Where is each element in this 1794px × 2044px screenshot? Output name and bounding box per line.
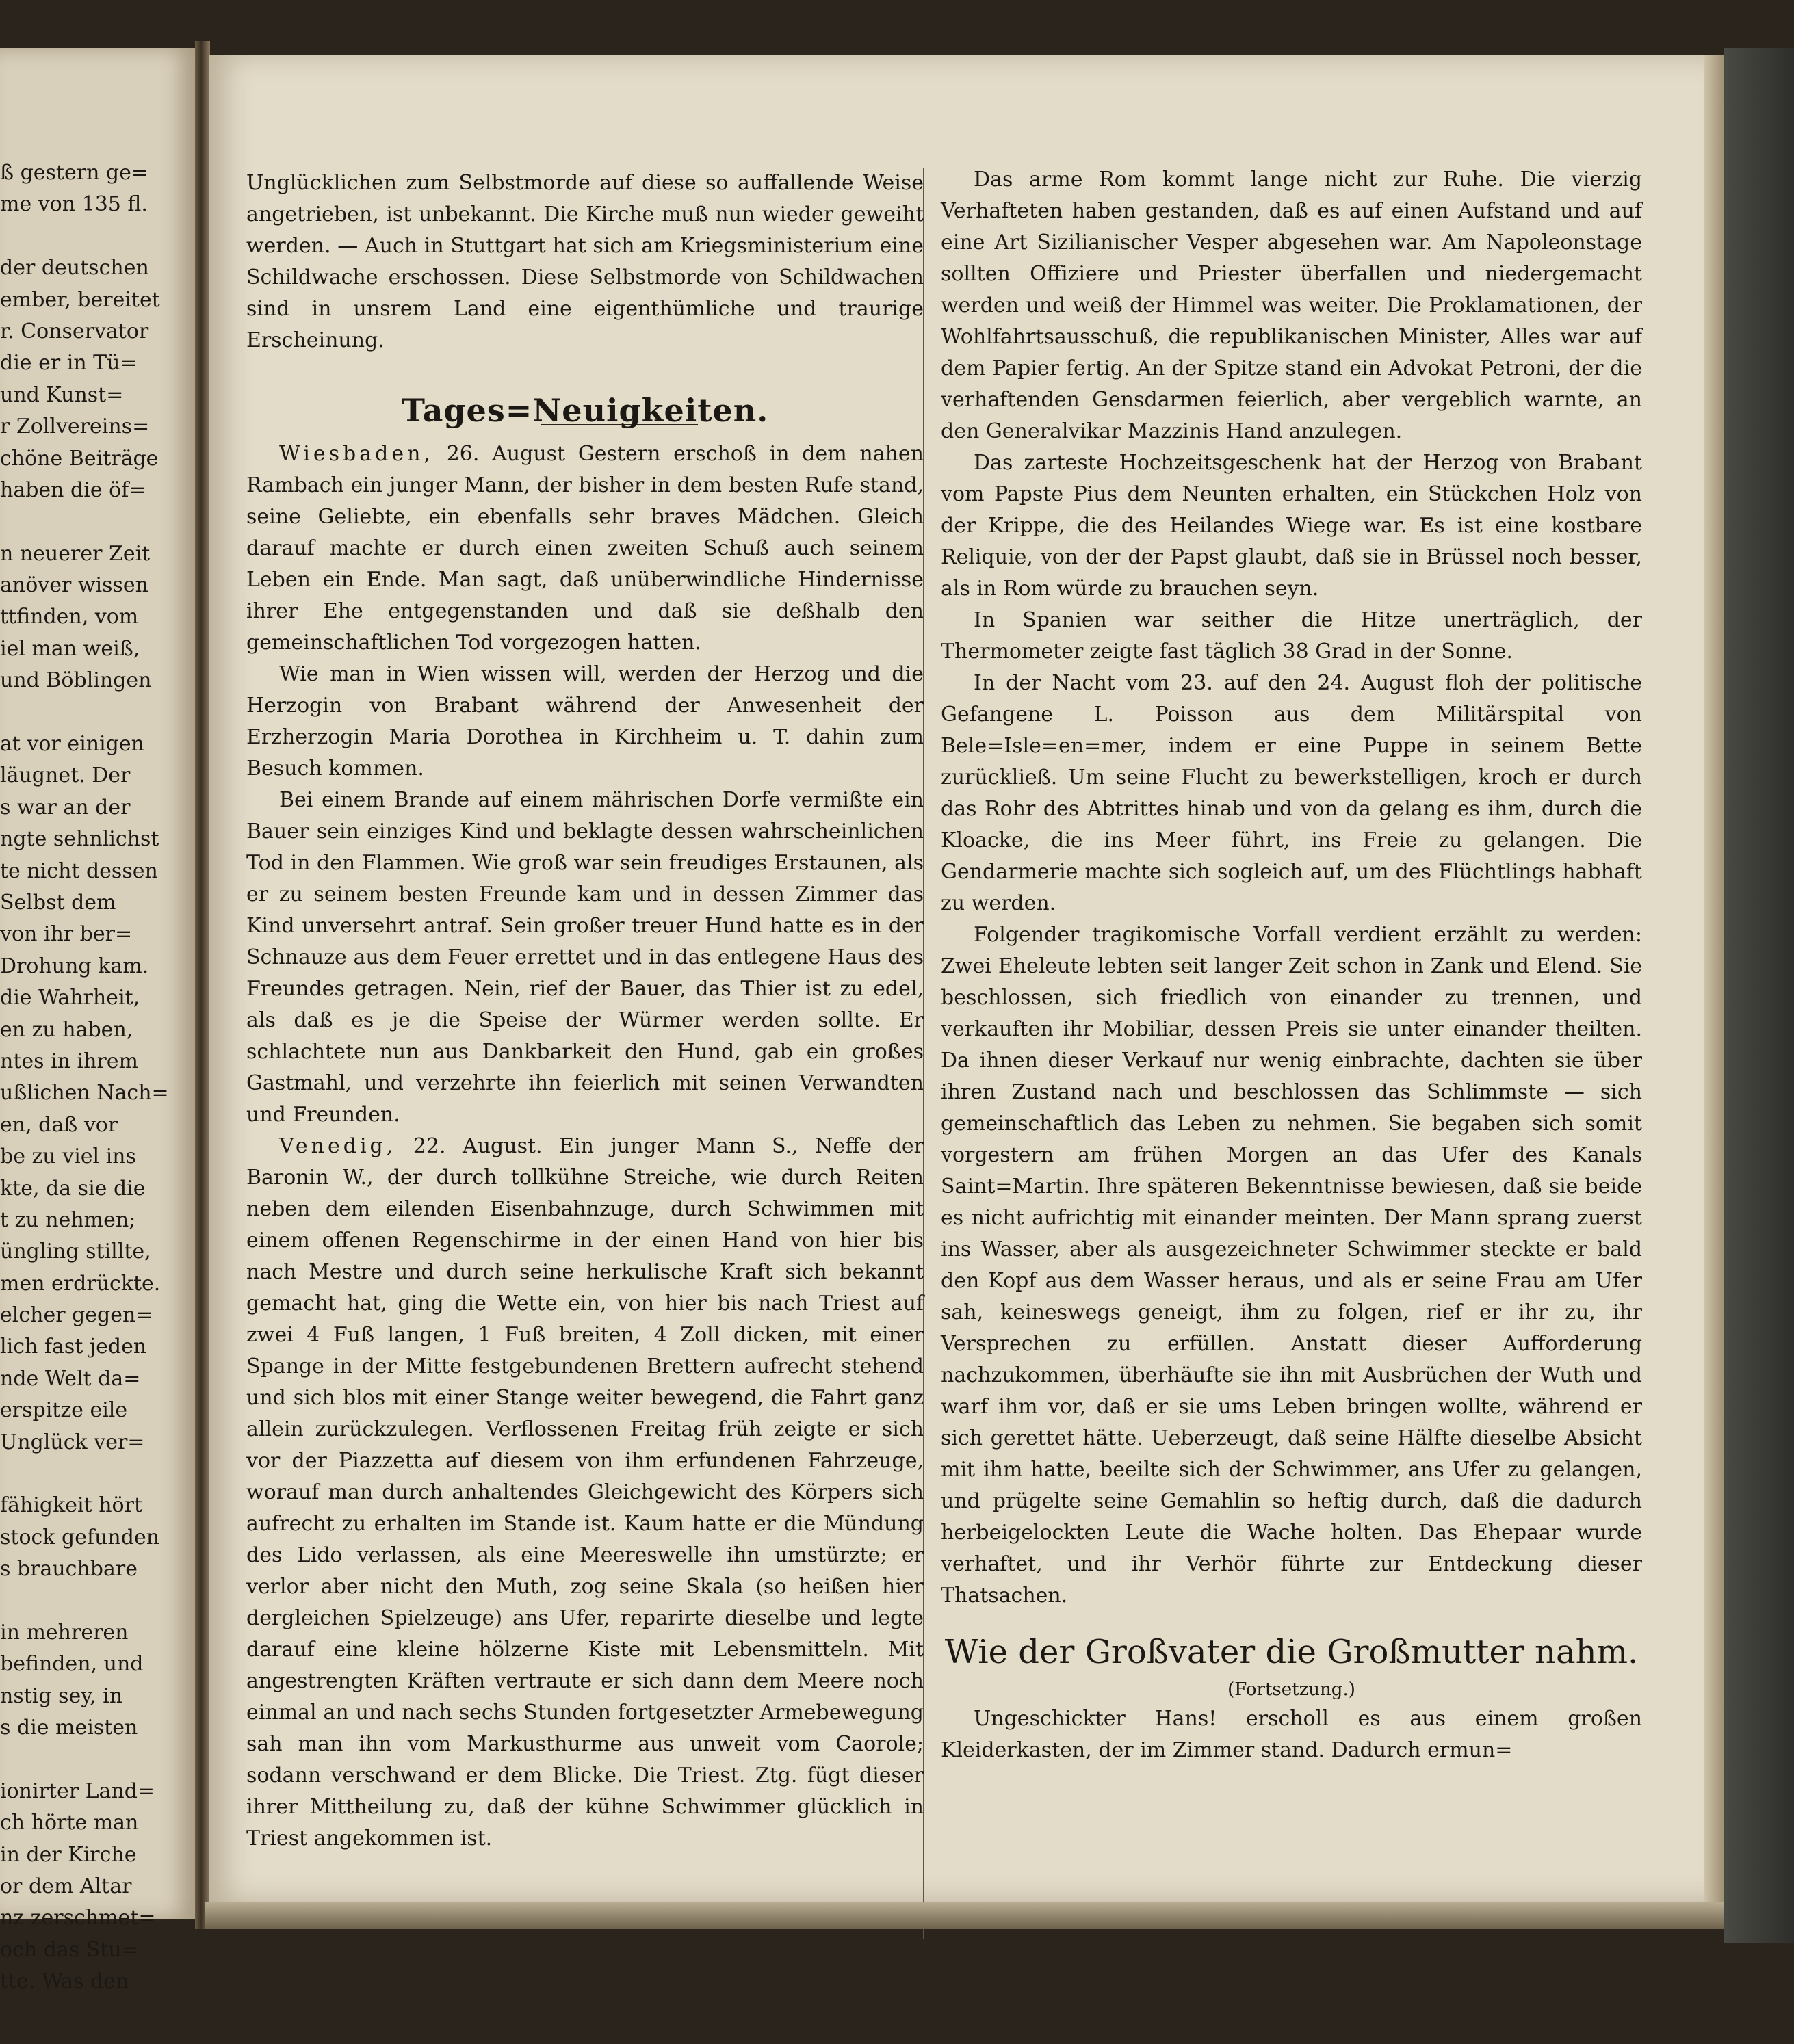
left-page-line: fähigkeit hört [0,1493,143,1518]
left-page-line: üngling stillte, [0,1240,151,1264]
left-page-text [0,157,185,1998]
left-page-line: och das Stu= [0,1937,139,1962]
left-page-line: ttfinden, vom [0,605,139,629]
story-subheading: (Fortsetzung.) [1227,1679,1355,1700]
left-page-line: befinden, und [0,1652,144,1677]
left-page-line: s brauchbare [0,1557,138,1582]
left-page-line: men erdrückte. [0,1271,161,1296]
dateline-wiesbaden: Wiesbaden, [279,442,434,466]
story-text: Ungeschickter Hans! erscholl es aus einem großen Kleiderkasten, der im Zimmer stand. Dadurch ermun= [941,1707,1642,1762]
left-page-line: ngte sehnlichst [0,827,159,852]
left-page-line: elcher gegen= [0,1303,153,1328]
left-page-line: anöver wissen [0,573,148,598]
article-spanien: In Spanien war seither die Hitze unerträglich, der Thermometer zeigte fast täglich 38 Grad in der Sonne. [941,608,1642,664]
left-page-line: erspitze eile [0,1398,128,1423]
article-wiesbaden: Wiesbaden, 26. August Gestern erschoß in dem nahen Rambach ein junger Mann, der bisher in dem besten Rufe stand, seine Geliebte, ein ebenfalls sehr braves Mädchen. Gleich darauf machte er durch einen zweiten Schuß auch seinem Leben ein Ende. Man sagt, daß unüberwindliche Hindernisse ihrer Ehe entgegenstanden und daß sie deßhalb den gemeinschaftlichen Tod vorgezogen hatten. [246,442,924,655]
article-wien: Wie man in Wien wissen will, werden der Herzog und die Herzogin von Brabant während der Anwesenheit der Erzherzogin Maria Dorothea in Kirchheim u. T. dahin zum Besuch kommen. [246,662,924,781]
left-page-line: Selbst dem [0,890,116,915]
article-brabant: Das zarteste Hochzeitsgeschenk hat der Herzog von Brabant vom Papste Pius dem Neunten erhalten, ein Stückchen Holz von der Krippe, die des Heilandes Wiege war. Es ist eine kostbare Reliquie, von der der Papst glaubt, daß sie in Brüssel noch besser, als in Rom würde zu brauchen seyn. [941,451,1642,601]
left-page-line: nstig sey, in [0,1683,123,1708]
column-1 [246,168,924,1855]
left-page-line: ntes in ihrem [0,1049,138,1073]
left-page-line [0,1458,185,1490]
left-page-line: r. Conservator [0,319,149,343]
left-page-line: läugnet. Der [0,763,131,788]
left-page-line: me von 135 fl. [0,192,148,217]
book-gutter [195,41,210,1929]
book-binding [1724,48,1794,1943]
left-page-line [0,1744,185,1776]
left-page-line: lich fast jeden [0,1335,147,1359]
left-page-line: r Zollvereins= [0,415,150,439]
left-page-line: von ihr ber= [0,922,133,947]
left-page-line: nz zerschmet= [0,1906,156,1930]
left-page-line [0,697,185,729]
left-page-line: at vor einigen [0,732,144,757]
left-page-line: en zu haben, [0,1017,133,1042]
left-page-line [0,1586,185,1617]
left-page-line: Drohung kam. [0,954,149,978]
left-page-line: in mehreren [0,1620,129,1645]
left-page-line: t zu nehmen; [0,1207,136,1232]
left-page-line [0,506,185,538]
page-edges [1704,55,1724,1909]
left-page-line: stock gefunden [0,1525,160,1549]
section-heading: Tages=Neuigkeiten. [401,392,769,429]
left-page-line: nde Welt da= [0,1366,141,1391]
left-page-line: ch hörte man [0,1811,139,1835]
article-poisson: In der Nacht vom 23. auf den 24. August floh der politische Gefangene L. Poisson aus dem Militärspital von Bele=Isle=en=mer, indem er eine Puppe in seinem Bette zurückließ. Um seine Flucht zu bewerkstelligen, kroch er durch das Rohr des Abtrittes hinab und von da gelang es ihm, durch die Kloacke, die ins Meer führt, ins Freie zu gelangen. Die Gendarmerie machte sich sogleich auf, um des Flüchtlings habhaft zu werden. [941,671,1642,915]
left-page-line: haben die öf= [0,477,146,502]
article-venedig: Venedig, 22. August. Ein junger Mann S., Neffe der Baronin W., der durch tollkühne Streiche, wie durch Reiten neben dem eilenden Eisenbahnzuge, durch Schwimmen mit einem offenen Regenschirme in der einen Hand von hier bis nach Mestre und durch seine herkulische Kraft sich bekannt gemacht hat, ging die Wette ein, von hier bis nach Triest auf zwei 4 Fuß langen, 1 Fuß breiten, 4 Zoll dicken, mit einer Spange in der Mitte festgebundenen Brettern aufrecht stehend und sich blos mit einer Stange weiter bewegend, die Fahrt ganz allein zurückzulegen. Verflossenen Freitag früh zeigte er sich vor der Piazzetta auf diesem von ihm erfundenen Fahrzeuge, worauf man durch anhaltendes Gleichgewicht des Körpers sich aufrecht zu erhalten im Stande ist. Kaum hatte er die Mündung des Lido verlassen, als eine Meereswelle ihn umstürzte; er verlor aber nicht den Muth, zog seine Skala (so heißen hier dergleichen Spielzeuge) ans Ufer, reparirte dieselbe und legte darauf eine kleine hölzerne Kiste mit Lebensmitteln. Mit angestrengten Kräften vertraute er sich dann dem Meere noch einmal an und nach sechs Stunden fortgesetzter Armebewegung sah man ihn vom Markusthurme aus unweit vom Caorole; sodann verschwand er dem Blicke. Die Triest. Ztg. fügt dieser ihrer Mittheilung zu, daß der kühne Schwimmer glücklich in Triest angekommen ist. [246,1134,924,1850]
bottom-page-edges [205,1902,1724,1929]
left-page-line: or dem Altar [0,1874,132,1899]
article-intro: Unglücklichen zum Selbstmorde auf diese so auffallende Weise angetrieben, ist unbekannt. Die Kirche muß nun wieder geweiht werden. — Auch in Stuttgart hat sich am Kriegsministerium eine Schildwache erschossen. Diese Selbstmorde von Schildwachen sind in unsrem Land eine eigenthümliche und traurige Erscheinung. [246,171,924,352]
left-page [0,48,195,1994]
left-page-line: tte. Was den [0,1969,129,1994]
left-page-line: der deutschen [0,256,149,280]
right-page [209,55,1711,1902]
left-page-line: chöne Beiträge [0,446,159,471]
left-page-line: s die meisten [0,1716,138,1740]
left-page-line: ember, bereitet [0,287,160,312]
left-page-line: ußlichen Nach= [0,1081,169,1105]
left-page-line: die er in Tü= [0,351,138,376]
left-page-line: en, daß vor [0,1112,118,1137]
left-page-line: die Wahrheit, [0,986,140,1010]
left-page-line: in der Kirche [0,1842,137,1867]
left-page-line: te nicht dessen [0,859,158,883]
column-2 [941,164,1642,1766]
left-page-line: Unglück ver= [0,1430,145,1454]
left-page-line [0,221,185,252]
left-page-line: s war an der [0,795,131,820]
left-page-line: n neuerer Zeit [0,541,151,566]
article-brand: Bei einem Brande auf einem mährischen Dorfe vermißte ein Bauer sein einziges Kind und beklagte dessen wahrscheinlichen Tod in den Flammen. Wie groß war sein freudiges Erstaunen, als er zu seinem besten Freunde kam und in dessen Zimmer das Kind unversehrt antraf. Sein großer treuer Hund hatte es in der Schnauze aus dem Feuer errettet und in das entlegene Haus des Freundes getragen. Nein, rief der Bauer, das Thier ist zu edel, als daß es je die Speise der Würmer werden sollte. Er schlachtete nun aus Dankbarkeit den Hund, gab ein großes Gastmahl, und verzehrte ihn feierlich mit seinen Verwandten und Freunden. [246,788,924,1127]
article-eheleute: Folgender tragikomische Vorfall verdient erzählt zu werden: Zwei Eheleute lebten seit langer Zeit schon in Zank und Elend. Sie beschlossen, sich friedlich von einander zu trennen, und verkauften ihr Mobiliar, dessen Preis sie unter einander theilten. Da ihnen dieser Verkauf nur wenig einbrachte, dachten sie über ihren Zustand nach und beschlossen das Schlimmste — sich gemeinschaftlich das Leben zu nehmen. Sie begaben sich somit vorgestern am frühen Morgen an das Ufer des Kanals Saint=Martin. Ihre späteren Bekenntnisse bewiesen, daß sie beide es nicht aufrichtig mit einander meinten. Der Mann sprang zuerst ins Wasser, aber als ausgezeichneter Schwimmer steckte er bald den Kopf aus dem Wasser heraus, und als er seine Frau am Ufer sah, keineswegs geneigt, ihm zu folgen, rief er ihr zu, ihr Versprechen zu erfüllen. Anstatt dieser Aufforderung nachzukommen, überhäufte sie ihn mit Ausbrüchen der Wuth und warf ihm vor, daß er sie ums Leben bringen wollte, während er sich gerettet hätte. Ueberzeugt, daß seine Hälfte dieselbe Absicht mit ihm hatte, beeilte sich der Schwimmer, ans Ufer zu gelangen, und prügelte seine Gemahlin so heftig durch, daß die dadurch herbeigelockten Leute die Wache holten. Das Ehepaar wurde verhaftet, und ihr Verhör führte zur Entdeckung dieser Thatsachen. [941,923,1642,1608]
left-page-line: be zu viel ins [0,1144,136,1169]
dateline-venedig: Venedig, [279,1134,397,1158]
left-page-line: und Kunst= [0,382,124,407]
left-page-line: und Böblingen [0,668,152,693]
left-page-line: iel man weiß, [0,636,140,661]
left-page-line: ß gestern ge= [0,161,149,185]
left-page-line: ionirter Land= [0,1779,155,1803]
story-heading: Wie der Großvater die Großmutter nahm. [944,1633,1639,1671]
article-rom: Das arme Rom kommt lange nicht zur Ruhe. Die vierzig Verhafteten haben gestanden, daß es auf einen Aufstand und auf eine Art Sizilianischer Vesper abgesehen war. Am Napoleonstage sollten Offiziere und Priester überfallen und niedergemacht werden und weiß der Himmel was weiter. Die Proklamationen, der Wohlfahrtsausschuß, die republikanischen Minister, Alles war auf dem Papier fertig. An der Spitze stand ein Advokat Petroni, der die verhaftenden Gensdarmen feierlich, aber vergeblich warnte, an den Generalvikar Mazzinis Hand anzulegen. [941,168,1642,443]
left-page-line: kte, da sie die [0,1176,146,1201]
